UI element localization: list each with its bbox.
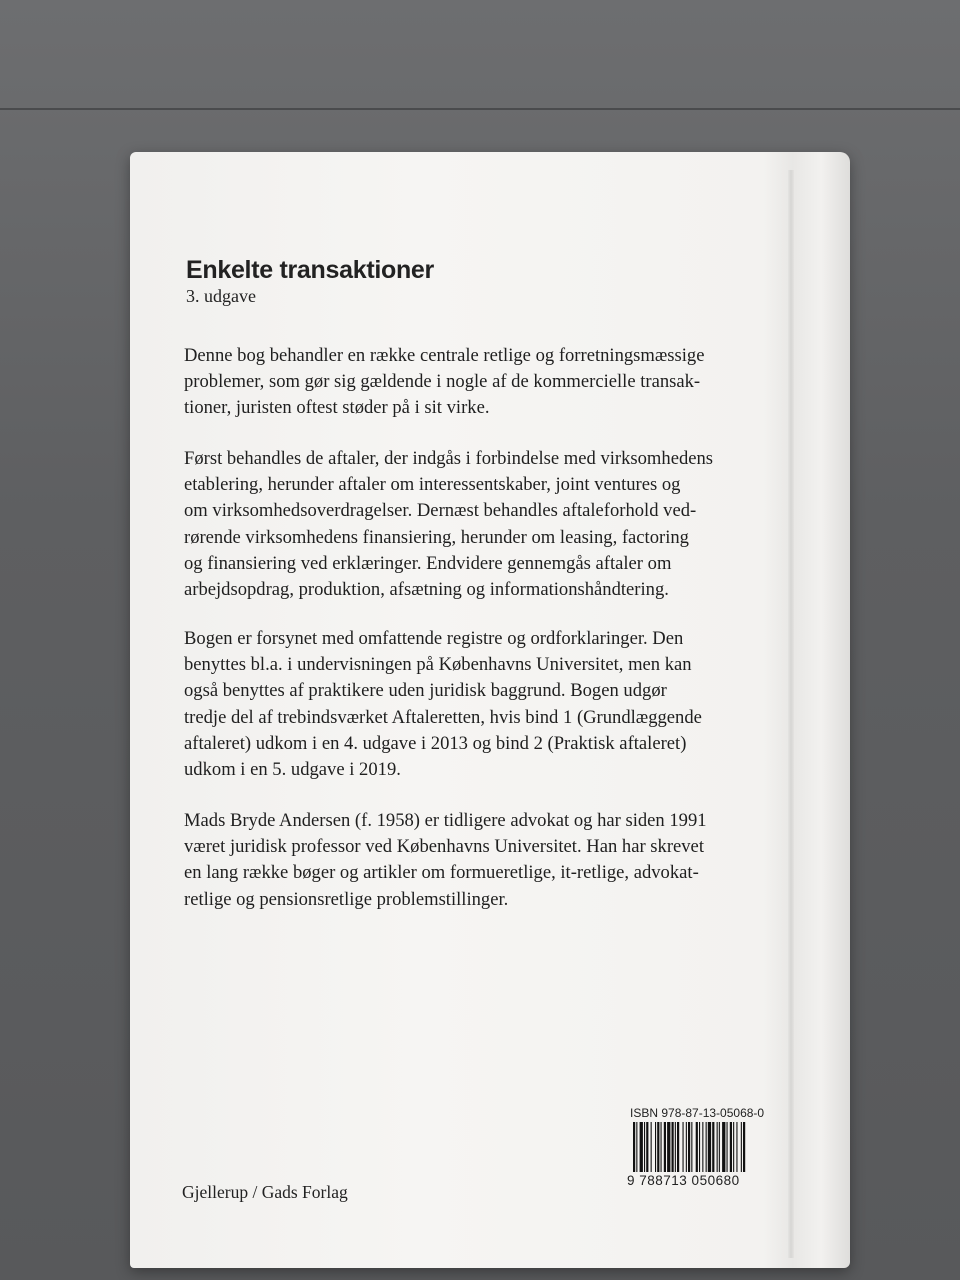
- isbn-label: ISBN 978-87-13-05068-0: [630, 1106, 765, 1120]
- publisher-name: Gjellerup / Gads Forlag: [182, 1182, 348, 1202]
- blurb-line: arbejdsopdrag, produktion, afsætning og informationshåndtering.: [184, 579, 669, 601]
- book-title: Enkelte transaktioner: [186, 256, 434, 284]
- blurb-line: tredje del af trebindsværket Aftaleretten, hvis bind 1 (Grundlæggende: [184, 706, 702, 728]
- book-back-cover: [130, 152, 850, 1268]
- blurb-line: og finansiering ved erklæringer. Endvidere gennemgås aftaler om: [184, 552, 672, 574]
- blurb-line: udkom i en 5. udgave i 2019.: [184, 759, 401, 781]
- blurb-line: Mads Bryde Andersen (f. 1958) er tidligere advokat og har siden 1991: [184, 810, 707, 831]
- blurb-line: Bogen er forsynet med omfattende registre og ordforklaringer. Den: [184, 628, 684, 649]
- author-bio: [184, 808, 784, 913]
- blurb-paragraph-1: [184, 343, 784, 422]
- blurb-line: benyttes bl.a. i undervisningen på Københavns Universitet, men kan: [184, 654, 692, 676]
- blurb-line: en lang række bøger og artikler om formueretlige, it-retlige, advokat-: [184, 862, 699, 884]
- blurb-line: problemer, som gør sig gældende i nogle af de kommercielle transak-: [184, 371, 701, 393]
- blurb-paragraph-2: [184, 446, 784, 603]
- blurb-line: etablering, herunder aftaler om interessentskaber, joint ventures og: [184, 474, 681, 496]
- blurb-line: aftaleret) udkom i en 4. udgave i 2013 og bind 2 (Praktisk aftaleret): [184, 732, 687, 754]
- blurb-line: rørende virksomhedens finansiering, herunder om leasing, factoring: [184, 526, 689, 548]
- barcode-digits: 9 788713 050680: [627, 1173, 740, 1188]
- blurb-line: Denne bog behandler en række centrale retlige og forretningsmæssige: [184, 345, 705, 366]
- blurb-line: været juridisk professor ved Københavns Universitet. Han har skrevet: [184, 836, 704, 858]
- barcode-icon: [633, 1122, 783, 1172]
- blurb-line: tioner, juristen oftest støder på i sit virke.: [184, 397, 490, 419]
- book-edition: 3. udgave: [186, 286, 256, 306]
- blurb-line: om virksomhedsoverdragelser. Dernæst behandles aftaleforhold ved-: [184, 500, 697, 522]
- spine-groove: [788, 170, 794, 1258]
- table-seam: [0, 108, 960, 110]
- blurb-line: retlige og pensionsretlige problemstillinger.: [184, 888, 509, 910]
- blurb-paragraph-3: [184, 626, 784, 783]
- blurb-line: også benyttes af praktikere uden juridisk baggrund. Bogen udgør: [184, 680, 667, 702]
- blurb-line: Først behandles de aftaler, der indgås i forbindelse med virksomhedens: [184, 448, 714, 469]
